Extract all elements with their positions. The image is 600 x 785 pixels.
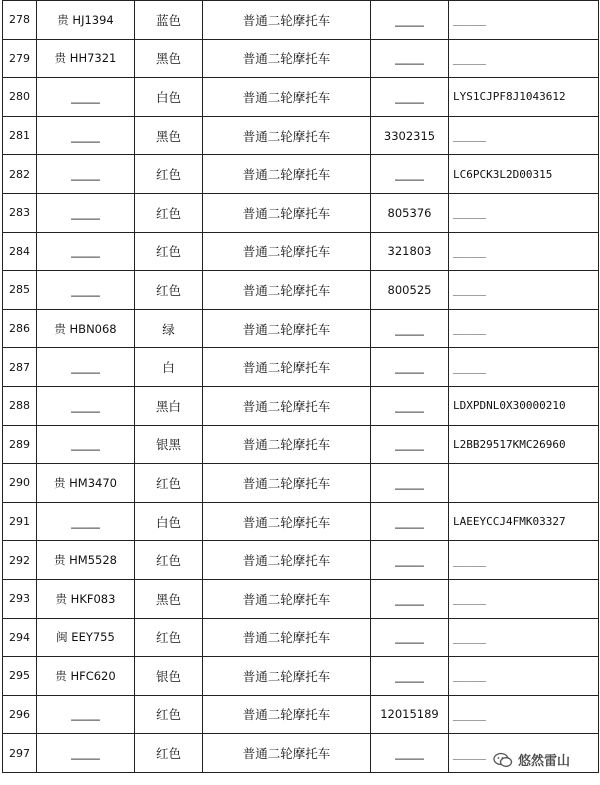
table-row bbox=[3, 464, 599, 503]
table-row bbox=[3, 39, 599, 78]
vin-number: _____ bbox=[449, 579, 599, 618]
vin-number: L2BB29517KMC26960 bbox=[449, 425, 599, 464]
vehicle-color: 黑色 bbox=[135, 39, 203, 78]
vehicle-type: 普通二轮摩托车 bbox=[203, 193, 371, 232]
vin-number: LAEEYCCJ4FMK03327 bbox=[449, 502, 599, 541]
row-number: 289 bbox=[3, 425, 37, 464]
plate-number: 贵 HJ1394 bbox=[37, 1, 135, 40]
vehicle-color: 白色 bbox=[135, 78, 203, 117]
vehicle-type: 普通二轮摩托车 bbox=[203, 657, 371, 696]
engine-number: _____ bbox=[371, 425, 449, 464]
plate-number: 贵 HFC620 bbox=[37, 657, 135, 696]
row-number: 278 bbox=[3, 1, 37, 40]
table-row bbox=[3, 618, 599, 657]
vehicle-table-body bbox=[3, 1, 599, 773]
row-number: 293 bbox=[3, 579, 37, 618]
table-row bbox=[3, 309, 599, 348]
vin-number: _____ bbox=[449, 232, 599, 271]
plate-number: _____ bbox=[37, 425, 135, 464]
vehicle-color: 白 bbox=[135, 348, 203, 387]
plate-number: 闽 EEY755 bbox=[37, 618, 135, 657]
vehicle-type: 普通二轮摩托车 bbox=[203, 734, 371, 773]
vehicle-type: 普通二轮摩托车 bbox=[203, 579, 371, 618]
vehicle-type: 普通二轮摩托车 bbox=[203, 1, 371, 40]
engine-number: _____ bbox=[371, 657, 449, 696]
plate-number: _____ bbox=[37, 78, 135, 117]
table-row bbox=[3, 579, 599, 618]
vehicle-color: 红色 bbox=[135, 232, 203, 271]
vin-number: _____ bbox=[449, 193, 599, 232]
table-row bbox=[3, 232, 599, 271]
table-row bbox=[3, 502, 599, 541]
vin-number: LDXPDNL0X30000210 bbox=[449, 386, 599, 425]
plate-number: _____ bbox=[37, 695, 135, 734]
table-row bbox=[3, 116, 599, 155]
row-number: 291 bbox=[3, 502, 37, 541]
plate-number: _____ bbox=[37, 271, 135, 310]
vehicle-color: 黑色 bbox=[135, 579, 203, 618]
vehicle-table bbox=[2, 0, 599, 773]
vin-number: _____ bbox=[449, 695, 599, 734]
plate-number: _____ bbox=[37, 155, 135, 194]
engine-number: 321803 bbox=[371, 232, 449, 271]
vehicle-color: 黑色 bbox=[135, 116, 203, 155]
vehicle-type: 普通二轮摩托车 bbox=[203, 309, 371, 348]
vin-number: LYS1CJPF8J1043612 bbox=[449, 78, 599, 117]
engine-number: 12015189 bbox=[371, 695, 449, 734]
table-row bbox=[3, 695, 599, 734]
vehicle-color: 红色 bbox=[135, 271, 203, 310]
table-row bbox=[3, 1, 599, 40]
vehicle-color: 银色 bbox=[135, 657, 203, 696]
vehicle-color: 红色 bbox=[135, 464, 203, 503]
plate-number: _____ bbox=[37, 386, 135, 425]
row-number: 282 bbox=[3, 155, 37, 194]
engine-number: _____ bbox=[371, 39, 449, 78]
engine-number: _____ bbox=[371, 464, 449, 503]
vehicle-color: 红色 bbox=[135, 155, 203, 194]
engine-number: _____ bbox=[371, 618, 449, 657]
vehicle-color: 蓝色 bbox=[135, 1, 203, 40]
vehicle-color: 黑白 bbox=[135, 386, 203, 425]
row-number: 284 bbox=[3, 232, 37, 271]
vin-number: _____ bbox=[449, 1, 599, 40]
vehicle-color: 红色 bbox=[135, 734, 203, 773]
engine-number: _____ bbox=[371, 78, 449, 117]
plate-number: 贵 HM3470 bbox=[37, 464, 135, 503]
engine-number: 805376 bbox=[371, 193, 449, 232]
vehicle-color: 红色 bbox=[135, 618, 203, 657]
row-number: 279 bbox=[3, 39, 37, 78]
vehicle-color: 红色 bbox=[135, 695, 203, 734]
watermark bbox=[493, 750, 570, 769]
vin-number: LC6PCK3L2D00315 bbox=[449, 155, 599, 194]
vehicle-type: 普通二轮摩托车 bbox=[203, 502, 371, 541]
table-row bbox=[3, 193, 599, 232]
vin-number: _____ bbox=[449, 116, 599, 155]
vehicle-type: 普通二轮摩托车 bbox=[203, 271, 371, 310]
vehicle-color: 白色 bbox=[135, 502, 203, 541]
plate-number: 贵 HBN068 bbox=[37, 309, 135, 348]
engine-number: 3302315 bbox=[371, 116, 449, 155]
engine-number: _____ bbox=[371, 502, 449, 541]
plate-number: _____ bbox=[37, 116, 135, 155]
vehicle-type: 普通二轮摩托车 bbox=[203, 348, 371, 387]
table-row bbox=[3, 657, 599, 696]
engine-number: _____ bbox=[371, 541, 449, 580]
vehicle-type: 普通二轮摩托车 bbox=[203, 116, 371, 155]
vehicle-type: 普通二轮摩托车 bbox=[203, 464, 371, 503]
plate-number: 贵 HH7321 bbox=[37, 39, 135, 78]
table-row bbox=[3, 425, 599, 464]
vehicle-color: 绿 bbox=[135, 309, 203, 348]
vehicle-type: 普通二轮摩托车 bbox=[203, 39, 371, 78]
vehicle-color: 银黑 bbox=[135, 425, 203, 464]
row-number: 280 bbox=[3, 78, 37, 117]
wechat-icon bbox=[493, 752, 513, 768]
watermark-text: 悠然雷山 bbox=[517, 754, 570, 769]
vin-number: _____ bbox=[449, 348, 599, 387]
vin-number: _____ bbox=[449, 541, 599, 580]
row-number: 297 bbox=[3, 734, 37, 773]
vehicle-type: 普通二轮摩托车 bbox=[203, 541, 371, 580]
row-number: 287 bbox=[3, 348, 37, 387]
vehicle-type: 普通二轮摩托车 bbox=[203, 695, 371, 734]
vin-number bbox=[449, 464, 599, 503]
vehicle-type: 普通二轮摩托车 bbox=[203, 386, 371, 425]
engine-number: 800525 bbox=[371, 271, 449, 310]
engine-number: _____ bbox=[371, 348, 449, 387]
engine-number: _____ bbox=[371, 1, 449, 40]
vehicle-type: 普通二轮摩托车 bbox=[203, 78, 371, 117]
table-row bbox=[3, 541, 599, 580]
vehicle-color: 红色 bbox=[135, 193, 203, 232]
vehicle-type: 普通二轮摩托车 bbox=[203, 618, 371, 657]
row-number: 281 bbox=[3, 116, 37, 155]
vin-number: _____ bbox=[449, 618, 599, 657]
plate-number: _____ bbox=[37, 348, 135, 387]
plate-number: _____ bbox=[37, 502, 135, 541]
vehicle-color: 红色 bbox=[135, 541, 203, 580]
engine-number: _____ bbox=[371, 579, 449, 618]
row-number: 285 bbox=[3, 271, 37, 310]
row-number: 283 bbox=[3, 193, 37, 232]
vin-number: _____ bbox=[449, 657, 599, 696]
row-number: 295 bbox=[3, 657, 37, 696]
plate-number: _____ bbox=[37, 232, 135, 271]
engine-number: _____ bbox=[371, 309, 449, 348]
row-number: 288 bbox=[3, 386, 37, 425]
vin-number: _____ bbox=[449, 39, 599, 78]
engine-number: _____ bbox=[371, 734, 449, 773]
row-number: 294 bbox=[3, 618, 37, 657]
table-row bbox=[3, 155, 599, 194]
vin-number: _____ bbox=[449, 309, 599, 348]
vin-number: _____ bbox=[449, 271, 599, 310]
table-row bbox=[3, 78, 599, 117]
engine-number: _____ bbox=[371, 386, 449, 425]
table-row bbox=[3, 386, 599, 425]
plate-number: _____ bbox=[37, 193, 135, 232]
row-number: 296 bbox=[3, 695, 37, 734]
engine-number: _____ bbox=[371, 155, 449, 194]
table-row bbox=[3, 271, 599, 310]
table-row bbox=[3, 348, 599, 387]
vehicle-type: 普通二轮摩托车 bbox=[203, 232, 371, 271]
row-number: 286 bbox=[3, 309, 37, 348]
plate-number: 贵 HM5528 bbox=[37, 541, 135, 580]
vehicle-type: 普通二轮摩托车 bbox=[203, 425, 371, 464]
row-number: 292 bbox=[3, 541, 37, 580]
row-number: 290 bbox=[3, 464, 37, 503]
plate-number: 贵 HKF083 bbox=[37, 579, 135, 618]
plate-number: _____ bbox=[37, 734, 135, 773]
vin-number: _____ bbox=[449, 734, 599, 773]
vehicle-type: 普通二轮摩托车 bbox=[203, 155, 371, 194]
